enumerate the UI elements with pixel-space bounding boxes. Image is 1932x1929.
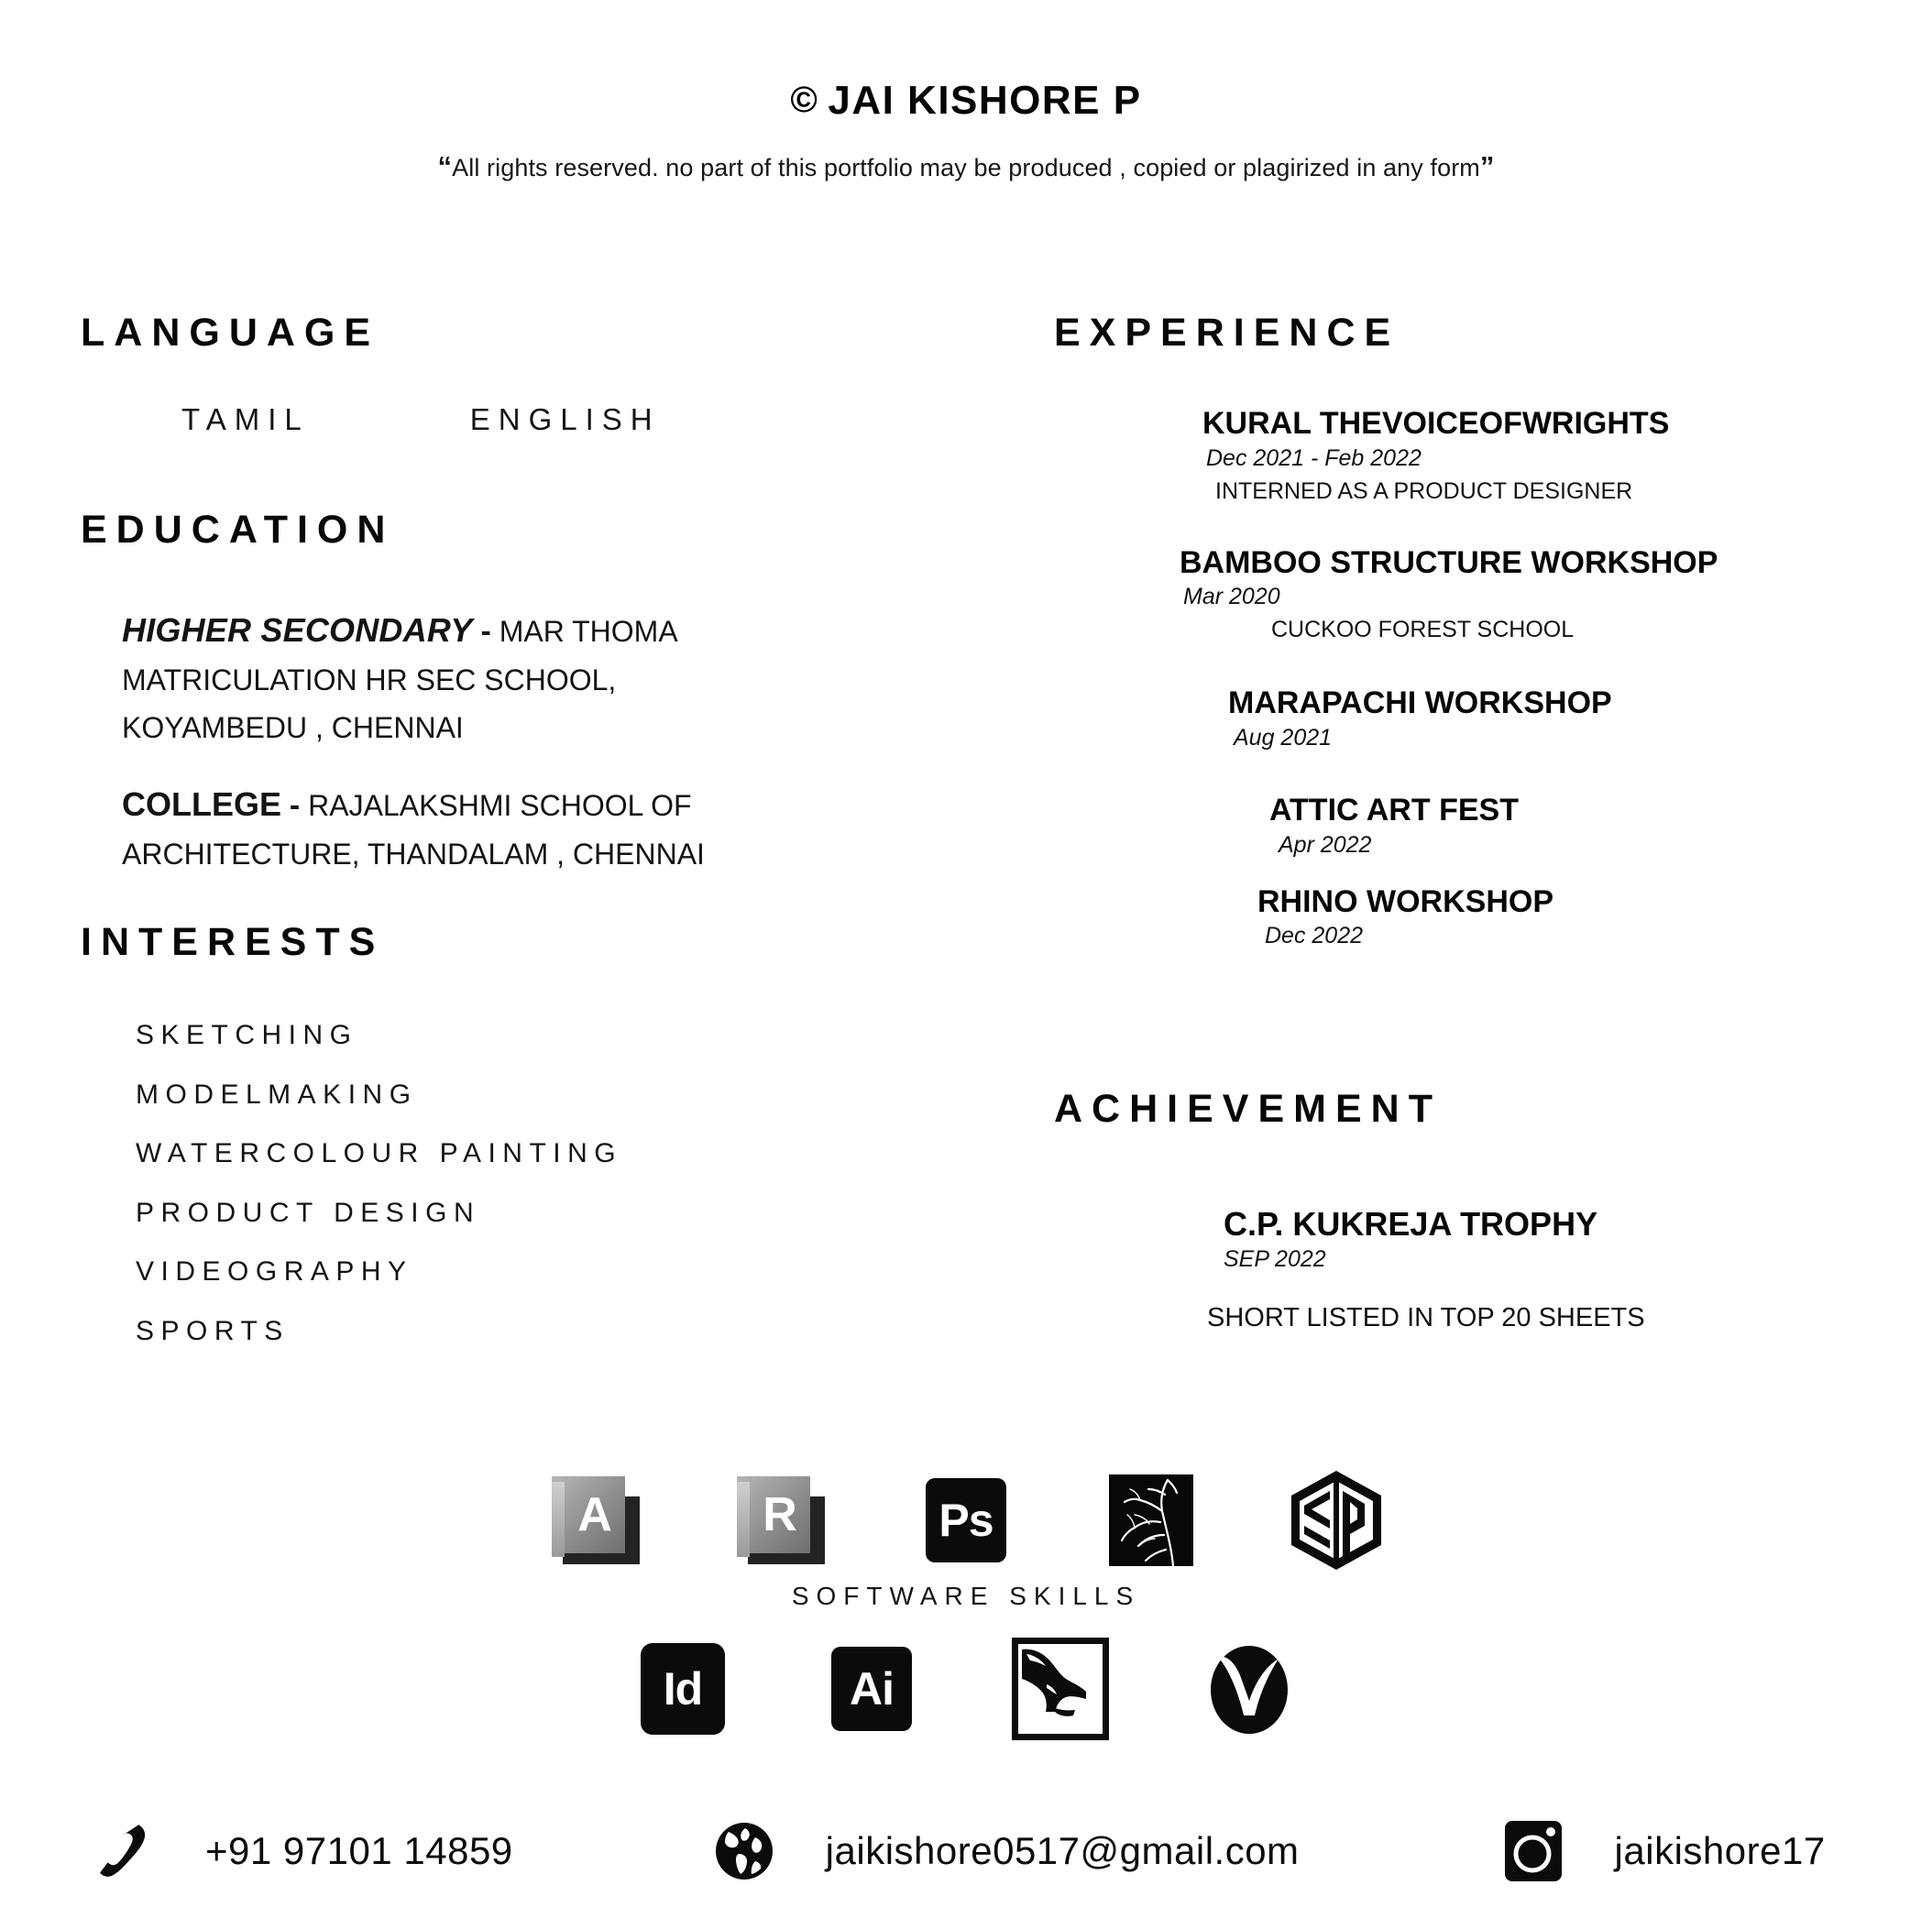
experience-entry <box>1054 792 1824 860</box>
experience-title: KURAL THEVOICEOFWRIGHTS <box>1202 406 1670 442</box>
education-degree: COLLEGE <box>122 784 282 823</box>
email-address: jaikishore0517@gmail.com <box>825 1829 1300 1872</box>
interest-item: SPORTS <box>136 1315 290 1346</box>
phone-number: +91 97101 14859 <box>205 1829 513 1872</box>
autocad-icon-letter: A <box>577 1488 612 1541</box>
experience-date: Mar 2020 <box>1183 584 1280 610</box>
globe-icon <box>710 1817 778 1885</box>
experience-heading: EXPERIENCE <box>1054 311 1400 355</box>
instagram-handle: jaikishore17 <box>1614 1829 1826 1872</box>
rights-statement <box>0 150 1932 183</box>
revit-icon-letter: R <box>763 1488 797 1541</box>
page-title <box>0 79 1932 123</box>
experience-entry <box>1054 685 1824 753</box>
experience-date: Dec 2021 - Feb 2022 <box>1206 444 1422 471</box>
achievement-note: SHORT LISTED IN TOP 20 SHEETS <box>1207 1303 1645 1333</box>
language-list <box>81 402 906 437</box>
autocad-icon <box>538 1466 653 1574</box>
photoshop-icon <box>908 1466 1024 1574</box>
interests-list <box>81 1006 906 1361</box>
left-column <box>81 312 906 1361</box>
contact-email[interactable] <box>710 1817 1300 1885</box>
lumion-branch-graphic <box>1109 1474 1193 1566</box>
education-address-line: MATRICULATION HR SEC SCHOOL, <box>122 663 617 696</box>
rhino-head-graphic <box>1018 1644 1090 1721</box>
experience-note: INTERNED AS A PRODUCT DESIGNER <box>1215 477 1633 504</box>
copyright-icon: © <box>790 80 819 120</box>
revit-icon <box>723 1466 839 1574</box>
contact-instagram[interactable] <box>1499 1817 1826 1885</box>
indesign-icon-letter: Id <box>641 1643 725 1735</box>
education-separator: - <box>289 787 301 823</box>
achievement-entry <box>1054 1204 1824 1333</box>
language-heading: LANGUAGE <box>81 311 380 355</box>
education-degree-line <box>122 778 906 831</box>
experience-date: Apr 2022 <box>1279 831 1372 858</box>
illustrator-icon-letter: Ai <box>831 1647 912 1731</box>
experience-title: RHINO WORKSHOP <box>1257 883 1553 919</box>
experience-date: Dec 2022 <box>1265 923 1364 949</box>
interests-heading: INTERESTS <box>81 919 385 964</box>
rhino-icon <box>1003 1635 1118 1743</box>
education-address-line: KOYAMBEDU , CHENNAI <box>122 710 464 744</box>
experience-date: Aug 2021 <box>1234 724 1333 751</box>
software-skills-label: SOFTWARE SKILLS <box>791 1582 1141 1610</box>
education-entry-college <box>81 778 906 879</box>
achievement-date: SEP 2022 <box>1224 1246 1326 1273</box>
interest-item: SKETCHING <box>136 1020 358 1050</box>
instagram-icon <box>1499 1817 1567 1885</box>
experience-title: MARAPACHI WORKSHOP <box>1228 685 1612 721</box>
education-heading: EDUCATION <box>81 508 395 553</box>
language-item-tamil: TAMIL <box>181 402 310 437</box>
illustrator-icon <box>814 1635 929 1743</box>
education-degree-line <box>122 604 906 657</box>
education-entry-higher-secondary <box>81 604 906 752</box>
experience-title: ATTIC ART FEST <box>1269 793 1519 828</box>
education-institution: MAR THOMA <box>499 614 678 648</box>
software-skills-row-1 <box>0 1466 1932 1574</box>
vray-icon <box>1191 1635 1307 1743</box>
achievement-title: C.P. KUKREJA TROPHY <box>1224 1205 1598 1244</box>
experience-title: BAMBOO STRUCTURE WORKSHOP <box>1180 544 1718 580</box>
vray-logo-graphic <box>1202 1639 1297 1739</box>
interest-item: VIDEOGRAPHY <box>136 1256 413 1287</box>
close-quote: ” <box>1479 150 1495 183</box>
experience-list <box>1054 405 1824 952</box>
interest-item: MODELMAKING <box>136 1079 418 1110</box>
education-address-line: ARCHITECTURE, THANDALAM , CHENNAI <box>122 837 705 871</box>
experience-entry <box>1054 405 1824 507</box>
open-quote: “ <box>437 150 453 183</box>
sketchup-cube-graphic <box>1288 1469 1385 1572</box>
experience-entry <box>1054 883 1824 952</box>
owner-name: JAI KISHORE P <box>828 78 1142 123</box>
interest-item: PRODUCT DESIGN <box>136 1197 481 1228</box>
education-institution: RAJALAKSHMI SCHOOL OF <box>308 788 692 822</box>
phone-icon <box>90 1817 158 1885</box>
software-skills-row-2 <box>0 1635 1932 1743</box>
page-header <box>0 79 1932 183</box>
software-skills-section <box>0 1466 1932 1743</box>
experience-note: CUCKOO FOREST SCHOOL <box>1271 616 1575 642</box>
education-separator: - <box>480 613 491 649</box>
achievement-heading: ACHIEVEMENT <box>1054 1086 1442 1131</box>
contact-phone[interactable] <box>90 1817 513 1885</box>
experience-entry <box>1054 544 1824 646</box>
contact-footer <box>0 1792 1932 1911</box>
lumion-icon <box>1093 1466 1209 1574</box>
rights-text: All rights reserved. no part of this portfolio may be produced , copied or plagirized in any form <box>452 154 1480 182</box>
sketchup-icon <box>1279 1466 1394 1574</box>
indesign-icon <box>625 1635 741 1743</box>
right-column <box>1054 312 1824 1333</box>
interest-item: WATERCOLOUR PAINTING <box>136 1138 623 1168</box>
education-degree: HIGHER SECONDARY <box>122 610 473 649</box>
photoshop-icon-letter: Ps <box>926 1478 1006 1562</box>
language-item-english: ENGLISH <box>469 402 661 437</box>
